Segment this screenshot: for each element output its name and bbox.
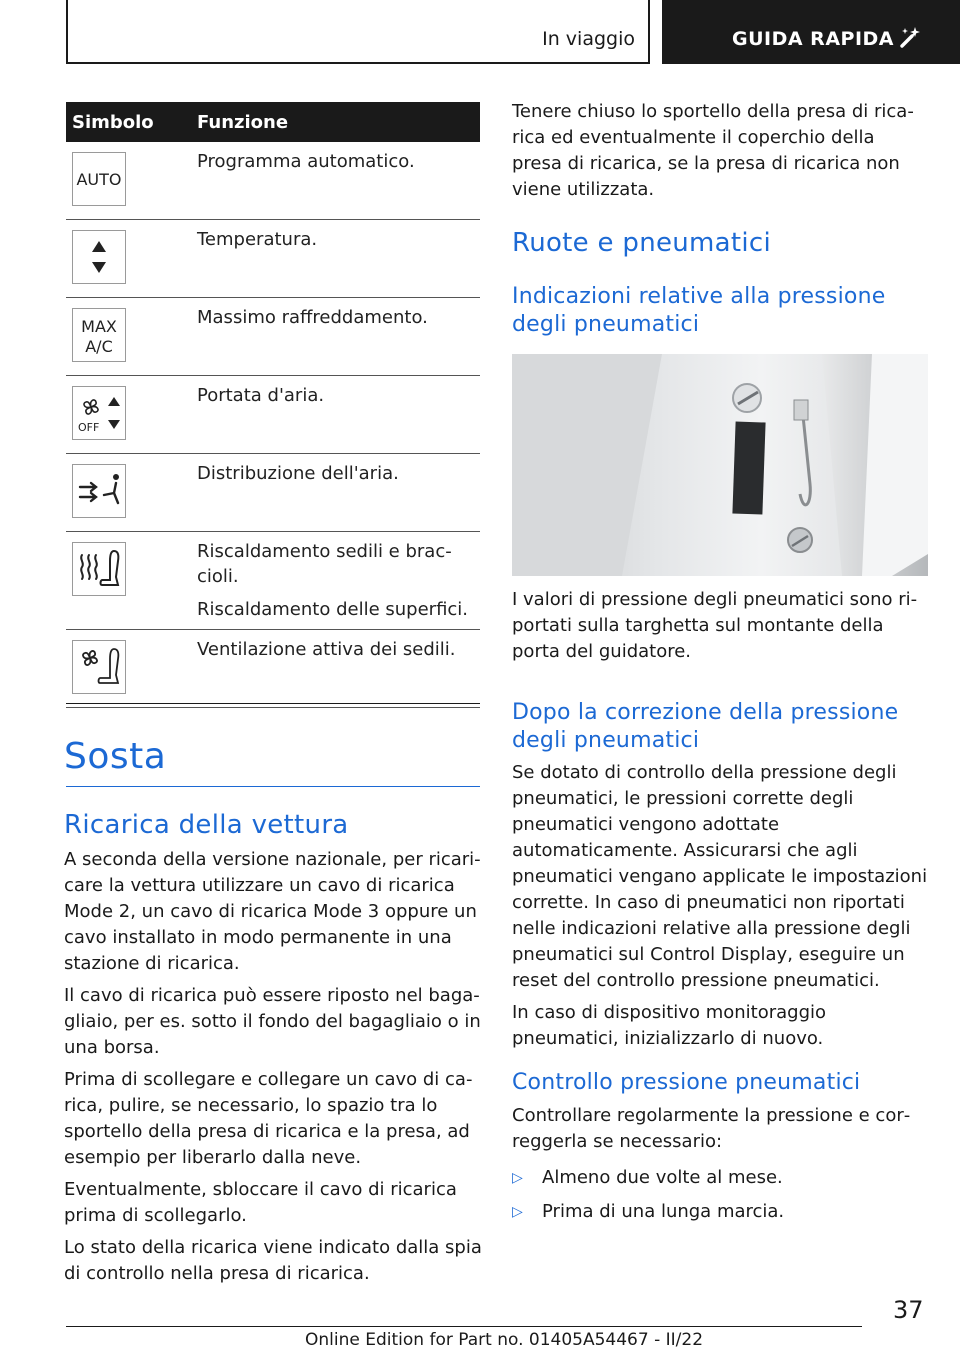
max-ac-icon [72,308,126,362]
function-text: Massimo raffreddamento. [197,307,428,328]
function-text: Ventilazione attiva dei sedili. [197,639,456,660]
divider [66,703,480,704]
temperature-arrows-icon [72,230,126,284]
subheading-dopo-correzione: Dopo la correzione della pressione degli pneumatici [512,700,899,753]
seat-ventilation-icon [72,640,126,694]
section-heading-sosta: Sosta [64,736,167,777]
table-row [66,220,480,298]
photo-caption [512,587,932,671]
fan-airflow-icon [72,386,126,440]
air-distribution-icon [72,464,126,518]
symbol-function-table [66,102,480,708]
footer-rule [66,1326,862,1327]
wrench-sparkle-icon [896,24,924,52]
function-cell [197,539,476,630]
function-cell [197,305,476,338]
pressure-check-body [512,1103,932,1233]
column-header-symbol: Simbolo [72,112,154,133]
auto-icon [72,152,126,206]
function-cell [197,461,476,494]
svg-text:MAX: MAX [81,317,117,336]
function-cell [197,227,476,260]
paragraph: Prima di scollegare e collegare un cavo di carica, pulire, se necessario, lo spazio tra lo sportello della presa di ricarica e la presa, ad esempio per liberarlo dalla neve. [64,1069,473,1168]
subheading-controllo-pressione: Controllo pressione pneumatici [512,1070,861,1095]
function-text: Riscaldamento delle superfici. [197,599,469,620]
function-cell [197,383,476,416]
function-text: Distribuzione dell'aria. [197,463,399,484]
subheading-ricarica: Ricarica della vettura [64,810,349,840]
function-text: Programma automatico. [197,151,415,172]
paragraph: In caso di dispositivo monitoraggio pneumatici, inizializzarlo di nuovo. [512,1002,827,1049]
paragraph: Se dotato di controllo della pressione degli pneumatici, le pressioni corrette degli pneumatici vengono adottate automaticamente. Assicurarsi che agli pneumatici vengano applicate le impostazioni corrette. In caso di pneumatici non riportati nelle indicazioni relative alla pressione degli pneumatici sul Control Display, eseguire un reset del controllo pressione pneumatici. [512,762,928,991]
list-item-text: Prima di una lunga marcia. [542,1201,785,1222]
bullet-triangle-icon: ▷ [512,1170,523,1186]
subheading-indicazioni: Indicazioni relative alla pressione degli pneumatici [512,284,886,337]
list-item-text: Almeno due volte al mese. [542,1167,783,1188]
page-number: 37 [893,1296,924,1324]
function-text: Portata d'aria. [197,385,325,406]
paragraph: Lo stato della ricarica viene indicato dalla spia di controllo nella presa di ricarica. [64,1237,482,1284]
bullet-triangle-icon: ▷ [512,1204,523,1220]
table-row [66,376,480,454]
table-row [66,454,480,532]
svg-text:A/C: A/C [85,337,113,356]
fan-off-label: OFF [78,421,100,434]
header-title: GUIDA RAPIDA [732,28,894,50]
table-row [66,532,480,630]
auto-icon-label: AUTO [76,170,122,189]
paragraph: A seconda della versione nazionale, per ricaricare la vettura utilizzare un cavo di ricarica Mode 2, un cavo di ricarica Mode 3 oppure un cavo installato in modo permanente in una stazione di ricarica. [64,849,481,974]
function-cell [197,637,476,670]
table-row [66,142,480,220]
list-item [512,1199,932,1225]
header-frame-left [66,0,68,64]
table-row [66,630,480,708]
seat-heating-icon [72,542,126,596]
function-cell [197,149,476,182]
function-text: Temperatura. [197,229,318,250]
heading-rule [66,786,480,787]
door-pillar-photo [512,354,928,576]
footer-edition: Online Edition for Part no. 01405A54467 - II/22 [305,1330,704,1350]
function-text: Riscaldamento sedili e braccioli. [197,541,452,587]
paragraph: Tenere chiuso lo sportello della presa di ricarica ed eventualmente il coperchio della presa di ricarica, se la presa di ricarica non viene utilizzata. [512,101,914,200]
header-frame-bottom [66,62,650,64]
paragraph: Il cavo di ricarica può essere riposto nel bagagliaio, per es. sotto il fondo del bagagliaio o in una borsa. [64,985,481,1058]
header-section-label: In viaggio [542,28,635,50]
list-item [512,1165,932,1191]
pressure-check-list [512,1165,932,1225]
table-header [66,102,480,142]
paragraph: I valori di pressione degli pneumatici sono riportati sulla targhetta sul montante della porta del guidatore. [512,589,918,662]
paragraph: Controllare regolarmente la pressione e correggerla se necessario: [512,1105,911,1152]
correction-body [512,760,932,1058]
header-frame-right [648,0,650,64]
table-row [66,298,480,376]
charging-flap-note [512,99,930,209]
column-header-function: Funzione [197,112,289,133]
ricarica-body [64,847,482,1293]
subheading-ruote: Ruote e pneumatici [512,228,772,258]
paragraph: Eventualmente, sbloccare il cavo di ricarica prima di scollegarlo. [64,1179,457,1226]
